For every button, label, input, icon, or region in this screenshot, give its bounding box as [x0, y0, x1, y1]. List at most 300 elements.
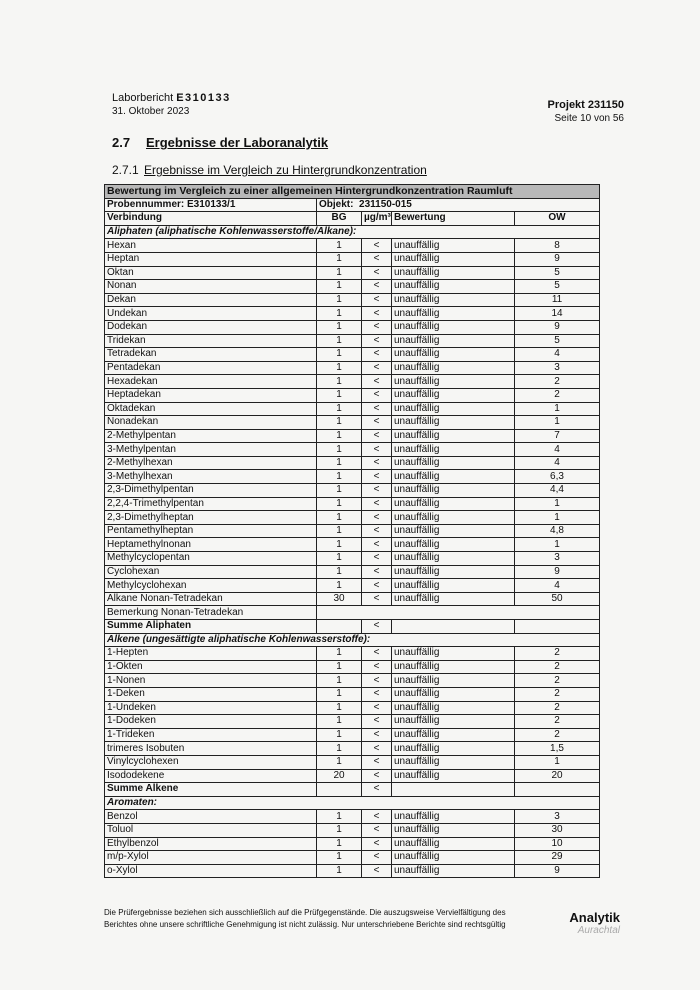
rating: unauffällig [392, 524, 515, 538]
less-than-sign: < [362, 783, 392, 797]
table-row [105, 864, 600, 878]
orientation-value: 2 [515, 375, 600, 389]
rating: unauffällig [392, 416, 515, 430]
orientation-value: 2 [515, 660, 600, 674]
orientation-value: 10 [515, 837, 600, 851]
orientation-value: 14 [515, 307, 600, 321]
less-than-sign: < [362, 511, 392, 525]
table-row [105, 742, 600, 756]
detection-limit: 1 [317, 742, 362, 756]
col-rating: Bewertung [392, 212, 515, 226]
rating: unauffällig [392, 674, 515, 688]
rating: unauffällig [392, 239, 515, 253]
orientation-value: 4,4 [515, 484, 600, 498]
orientation-value: 9 [515, 565, 600, 579]
less-than-sign: < [362, 388, 392, 402]
sample-row [105, 198, 600, 212]
rating: unauffällig [392, 552, 515, 566]
col-bg: BG [317, 212, 362, 226]
less-than-sign: < [362, 755, 392, 769]
detection-limit: 1 [317, 538, 362, 552]
orientation-value: 5 [515, 334, 600, 348]
rating: unauffällig [392, 864, 515, 878]
compound-name: Methylcyclohexan [105, 579, 317, 593]
report-label: Laborbericht [112, 92, 174, 104]
compound-name: 1-Hepten [105, 647, 317, 661]
less-than-sign: < [362, 687, 392, 701]
compound-name: Cyclohexan [105, 565, 317, 579]
rating: unauffällig [392, 715, 515, 729]
aromatics-header: Aromaten: [105, 796, 600, 810]
orientation-value: 9 [515, 864, 600, 878]
compound-name: Ethylbenzol [105, 837, 317, 851]
alkenes-header: Alkene (ungesättigte aliphatische Kohlenwasserstoffe): [105, 633, 600, 647]
less-than-sign: < [362, 429, 392, 443]
object-value: 231150-015 [359, 198, 412, 210]
orientation-value: 1,5 [515, 742, 600, 756]
detection-limit: 1 [317, 348, 362, 362]
less-than-sign: < [362, 402, 392, 416]
compound-name: 1-Undeken [105, 701, 317, 715]
orientation-value: 2 [515, 674, 600, 688]
subsection-number: 2.7.1 [112, 163, 139, 177]
compound-name: Toluol [105, 823, 317, 837]
orientation-value: 3 [515, 552, 600, 566]
orientation-value: 3 [515, 810, 600, 824]
table-row [105, 837, 600, 851]
sum-label: Summe Alkene [105, 783, 317, 797]
compound-name: Isododekene [105, 769, 317, 783]
compound-name: Methylcyclopentan [105, 552, 317, 566]
less-than-sign: < [362, 823, 392, 837]
less-than-sign: < [362, 851, 392, 865]
orientation-value: 1 [515, 416, 600, 430]
rating: unauffällig [392, 851, 515, 865]
results-table [104, 184, 600, 878]
remark-value [317, 606, 600, 620]
detection-limit: 1 [317, 470, 362, 484]
aliphatics-sum-row [105, 620, 600, 634]
compound-name: 3-Methylhexan [105, 470, 317, 484]
rating: unauffällig [392, 361, 515, 375]
sum-ow [515, 783, 600, 797]
less-than-sign: < [362, 252, 392, 266]
table-row [105, 647, 600, 661]
less-than-sign: < [362, 497, 392, 511]
detection-limit: 1 [317, 484, 362, 498]
detection-limit: 1 [317, 429, 362, 443]
alkenes-sum-row [105, 783, 600, 797]
column-header-row [105, 212, 600, 226]
compound-name: 2,3-Dimethylheptan [105, 511, 317, 525]
less-than-sign: < [362, 293, 392, 307]
table-row [105, 361, 600, 375]
rating: unauffällig [392, 266, 515, 280]
detection-limit: 1 [317, 701, 362, 715]
less-than-sign: < [362, 769, 392, 783]
orientation-value: 30 [515, 823, 600, 837]
orientation-value: 29 [515, 851, 600, 865]
table-row [105, 375, 600, 389]
orientation-value: 8 [515, 239, 600, 253]
table-row [105, 592, 600, 606]
orientation-value: 4 [515, 443, 600, 457]
group-header-row [105, 796, 600, 810]
detection-limit: 1 [317, 864, 362, 878]
report-number-line [112, 92, 231, 104]
table-row [105, 443, 600, 457]
orientation-value: 9 [515, 252, 600, 266]
compound-name: m/p-Xylol [105, 851, 317, 865]
project-number: Projekt 231150 [547, 99, 624, 111]
footer-disclaimer [104, 907, 506, 931]
table-row [105, 334, 600, 348]
orientation-value: 1 [515, 402, 600, 416]
subsection-heading [112, 163, 427, 177]
section-title: Ergebnisse der Laboranalytik [146, 135, 329, 150]
orientation-value: 4 [515, 456, 600, 470]
orientation-value: 20 [515, 769, 600, 783]
detection-limit: 1 [317, 334, 362, 348]
rating: unauffällig [392, 538, 515, 552]
rating: unauffällig [392, 307, 515, 321]
compound-name: Undekan [105, 307, 317, 321]
detection-limit: 1 [317, 416, 362, 430]
table-row [105, 266, 600, 280]
rating: unauffällig [392, 429, 515, 443]
orientation-value: 5 [515, 280, 600, 294]
table-row [105, 429, 600, 443]
less-than-sign: < [362, 701, 392, 715]
orientation-value: 3 [515, 361, 600, 375]
orientation-value: 1 [515, 538, 600, 552]
orientation-value: 4 [515, 348, 600, 362]
table-row [105, 851, 600, 865]
table-row [105, 497, 600, 511]
compound-name: Oktan [105, 266, 317, 280]
less-than-sign: < [362, 416, 392, 430]
less-than-sign: < [362, 620, 392, 634]
compound-name: Nonan [105, 280, 317, 294]
table-row [105, 715, 600, 729]
rating: unauffällig [392, 755, 515, 769]
less-than-sign: < [362, 552, 392, 566]
less-than-sign: < [362, 742, 392, 756]
detection-limit: 1 [317, 687, 362, 701]
detection-limit: 1 [317, 443, 362, 457]
rating: unauffällig [392, 443, 515, 457]
detection-limit: 1 [317, 239, 362, 253]
orientation-value: 7 [515, 429, 600, 443]
orientation-value: 1 [515, 511, 600, 525]
detection-limit: 1 [317, 552, 362, 566]
rating: unauffällig [392, 728, 515, 742]
less-than-sign: < [362, 348, 392, 362]
detection-limit: 1 [317, 307, 362, 321]
orientation-value: 9 [515, 320, 600, 334]
compound-name: Oktadekan [105, 402, 317, 416]
detection-limit: 1 [317, 375, 362, 389]
orientation-value: 1 [515, 755, 600, 769]
less-than-sign: < [362, 579, 392, 593]
compound-name: Dodekan [105, 320, 317, 334]
detection-limit: 1 [317, 388, 362, 402]
detection-limit: 1 [317, 810, 362, 824]
less-than-sign: < [362, 524, 392, 538]
detection-limit: 1 [317, 293, 362, 307]
orientation-value: 4 [515, 579, 600, 593]
table-row [105, 252, 600, 266]
rating: unauffällig [392, 823, 515, 837]
rating: unauffällig [392, 701, 515, 715]
orientation-value: 5 [515, 266, 600, 280]
less-than-sign: < [362, 239, 392, 253]
rating: unauffällig [392, 388, 515, 402]
logo-subtitle: Aurachtal [577, 925, 620, 936]
table-row [105, 456, 600, 470]
table-row [105, 239, 600, 253]
detection-limit: 1 [317, 266, 362, 280]
detection-limit: 1 [317, 755, 362, 769]
compound-name: trimeres Isobuten [105, 742, 317, 756]
detection-limit: 1 [317, 837, 362, 851]
orientation-value: 11 [515, 293, 600, 307]
sum-label: Summe Aliphaten [105, 620, 317, 634]
rating: unauffällig [392, 470, 515, 484]
rating: unauffällig [392, 511, 515, 525]
footer-line-1: Die Prüfergebnisse beziehen sich ausschließlich auf die Prüfgegenstände. Die auszugsweise Vervielfältigung des [104, 908, 506, 917]
less-than-sign: < [362, 266, 392, 280]
sum-rating [392, 783, 515, 797]
orientation-value: 2 [515, 715, 600, 729]
table-row [105, 320, 600, 334]
less-than-sign: < [362, 361, 392, 375]
less-than-sign: < [362, 810, 392, 824]
detection-limit: 1 [317, 497, 362, 511]
group-header-row [105, 633, 600, 647]
page-number: Seite 10 von 56 [554, 113, 624, 124]
compound-name: 1-Trideken [105, 728, 317, 742]
compound-name: 1-Dodeken [105, 715, 317, 729]
detection-limit: 1 [317, 674, 362, 688]
detection-limit: 1 [317, 511, 362, 525]
less-than-sign: < [362, 470, 392, 484]
less-than-sign: < [362, 592, 392, 606]
rating: unauffällig [392, 402, 515, 416]
rating: unauffällig [392, 280, 515, 294]
table-row [105, 511, 600, 525]
table-title-row [105, 185, 600, 199]
table-row [105, 538, 600, 552]
sample-number: Probennummer: E310133/1 [105, 198, 317, 212]
compound-name: Vinylcyclohexen [105, 755, 317, 769]
compound-name: o-Xylol [105, 864, 317, 878]
compound-name: 1-Deken [105, 687, 317, 701]
compound-name: Tetradekan [105, 348, 317, 362]
compound-name: Dekan [105, 293, 317, 307]
detection-limit: 1 [317, 361, 362, 375]
logo-name: Analytik [569, 910, 620, 925]
table-row [105, 552, 600, 566]
less-than-sign: < [362, 565, 392, 579]
sum-bg [317, 620, 362, 634]
detection-limit: 1 [317, 524, 362, 538]
orientation-value: 2 [515, 728, 600, 742]
table-row [105, 280, 600, 294]
table-row [105, 755, 600, 769]
compound-name: Pentadekan [105, 361, 317, 375]
table-row [105, 660, 600, 674]
compound-name: Hexan [105, 239, 317, 253]
rating: unauffällig [392, 252, 515, 266]
less-than-sign: < [362, 660, 392, 674]
footer-line-2: Berichtes ohne unsere schriftliche Genehmigung ist nicht zulässig. Nur unterschriebene Berichte sind rechtsgültig [104, 920, 506, 929]
orientation-value: 4,8 [515, 524, 600, 538]
orientation-value: 2 [515, 687, 600, 701]
less-than-sign: < [362, 443, 392, 457]
object-cell [317, 198, 600, 212]
compound-name: Heptamethylnonan [105, 538, 317, 552]
orientation-value: 2 [515, 388, 600, 402]
less-than-sign: < [362, 307, 392, 321]
less-than-sign: < [362, 538, 392, 552]
compound-name: Pentamethylheptan [105, 524, 317, 538]
compound-name: 1-Okten [105, 660, 317, 674]
orientation-value: 2 [515, 647, 600, 661]
rating: unauffällig [392, 660, 515, 674]
section-number: 2.7 [112, 135, 131, 150]
table-row [105, 728, 600, 742]
rating: unauffällig [392, 579, 515, 593]
detection-limit: 1 [317, 456, 362, 470]
col-ow: OW [515, 212, 600, 226]
section-heading [112, 135, 328, 150]
orientation-value: 50 [515, 592, 600, 606]
table-row [105, 416, 600, 430]
compound-name: Tridekan [105, 334, 317, 348]
rating: unauffällig [392, 769, 515, 783]
rating: unauffällig [392, 484, 515, 498]
table-row [105, 701, 600, 715]
table-row [105, 565, 600, 579]
col-unit: µg/m³ [362, 212, 392, 226]
compound-name: Heptan [105, 252, 317, 266]
detection-limit: 1 [317, 565, 362, 579]
rating: unauffällig [392, 810, 515, 824]
less-than-sign: < [362, 647, 392, 661]
rating: unauffällig [392, 837, 515, 851]
sum-ow [515, 620, 600, 634]
table-row [105, 484, 600, 498]
detection-limit: 1 [317, 823, 362, 837]
orientation-value: 1 [515, 497, 600, 511]
detection-limit: 1 [317, 579, 362, 593]
rating: unauffällig [392, 647, 515, 661]
rating: unauffällig [392, 456, 515, 470]
compound-name: 3-Methylpentan [105, 443, 317, 457]
table-title: Bewertung im Vergleich zu einer allgemeinen Hintergrundkonzentration Raumluft [105, 185, 600, 199]
detection-limit: 30 [317, 592, 362, 606]
orientation-value: 6,3 [515, 470, 600, 484]
report-number: E310133 [176, 92, 231, 104]
col-compound: Verbindung [105, 212, 317, 226]
detection-limit: 1 [317, 647, 362, 661]
compound-name: Heptadekan [105, 388, 317, 402]
subsection-title: Ergebnisse im Vergleich zu Hintergrundkonzentration [144, 163, 427, 177]
less-than-sign: < [362, 280, 392, 294]
table-row [105, 293, 600, 307]
table-row [105, 579, 600, 593]
table-row [105, 687, 600, 701]
table-row [105, 524, 600, 538]
object-label: Objekt: [319, 198, 354, 210]
detection-limit: 1 [317, 660, 362, 674]
report-date: 31. Oktober 2023 [112, 106, 190, 117]
rating: unauffällig [392, 565, 515, 579]
table-row [105, 810, 600, 824]
detection-limit: 1 [317, 402, 362, 416]
table-row [105, 470, 600, 484]
table-row [105, 402, 600, 416]
less-than-sign: < [362, 456, 392, 470]
table-row [105, 348, 600, 362]
compound-name: Alkane Nonan-Tetradekan [105, 592, 317, 606]
rating: unauffällig [392, 497, 515, 511]
compound-name: 1-Nonen [105, 674, 317, 688]
table-row [105, 388, 600, 402]
remark-row [105, 606, 600, 620]
compound-name: 2-Methylhexan [105, 456, 317, 470]
compound-name: 2,2,4-Trimethylpentan [105, 497, 317, 511]
aliphatics-header: Aliphaten (aliphatische Kohlenwasserstoffe/Alkane): [105, 225, 600, 239]
detection-limit: 1 [317, 252, 362, 266]
less-than-sign: < [362, 864, 392, 878]
rating: unauffällig [392, 348, 515, 362]
less-than-sign: < [362, 728, 392, 742]
table-row [105, 674, 600, 688]
company-logo [528, 910, 620, 940]
orientation-value: 2 [515, 701, 600, 715]
rating: unauffällig [392, 334, 515, 348]
detection-limit: 20 [317, 769, 362, 783]
table-row [105, 307, 600, 321]
rating: unauffällig [392, 592, 515, 606]
detection-limit: 1 [317, 320, 362, 334]
compound-name: 2-Methylpentan [105, 429, 317, 443]
detection-limit: 1 [317, 851, 362, 865]
less-than-sign: < [362, 334, 392, 348]
compound-name: Hexadekan [105, 375, 317, 389]
less-than-sign: < [362, 375, 392, 389]
less-than-sign: < [362, 715, 392, 729]
less-than-sign: < [362, 837, 392, 851]
less-than-sign: < [362, 484, 392, 498]
compound-name: Nonadekan [105, 416, 317, 430]
table-row [105, 769, 600, 783]
less-than-sign: < [362, 674, 392, 688]
rating: unauffällig [392, 375, 515, 389]
sum-bg [317, 783, 362, 797]
group-header-row [105, 225, 600, 239]
sum-rating [392, 620, 515, 634]
table-row [105, 823, 600, 837]
rating: unauffällig [392, 742, 515, 756]
rating: unauffällig [392, 687, 515, 701]
compound-name: Benzol [105, 810, 317, 824]
less-than-sign: < [362, 320, 392, 334]
remark-label: Bemerkung Nonan-Tetradekan [105, 606, 317, 620]
rating: unauffällig [392, 293, 515, 307]
